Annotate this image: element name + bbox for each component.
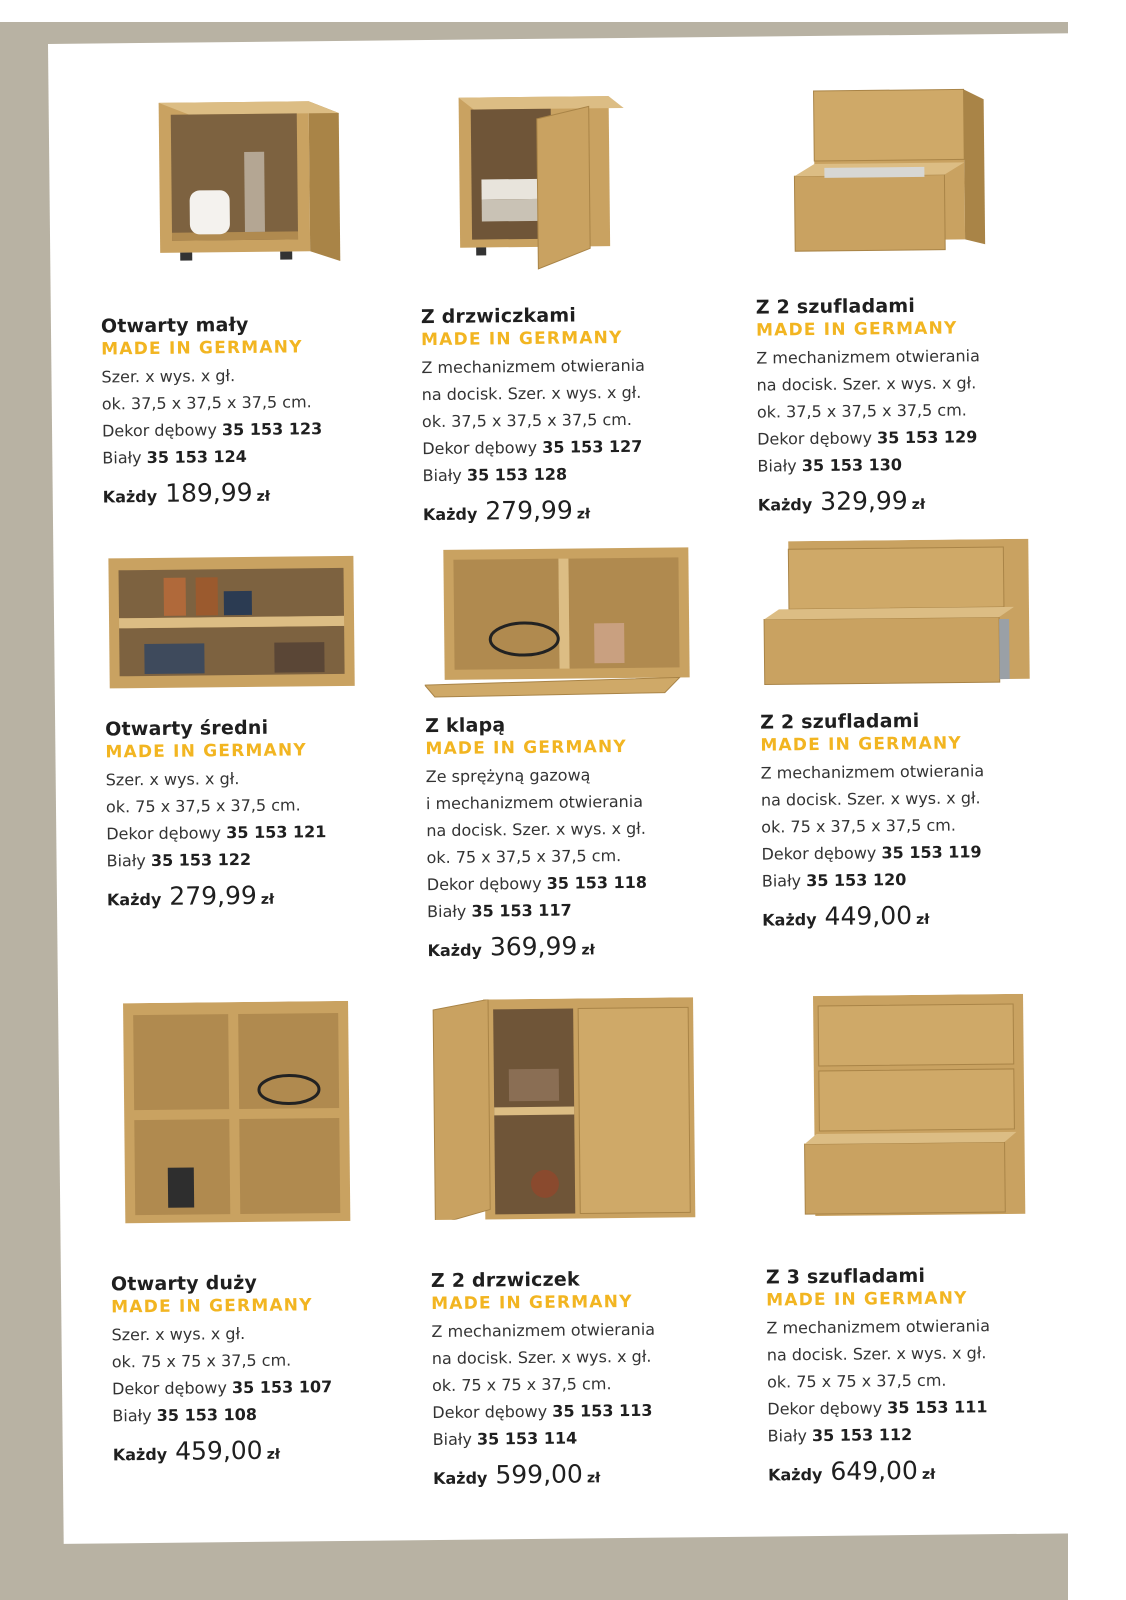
spec-line: ok. 75 x 75 x 37,5 cm. bbox=[766, 1370, 947, 1392]
made-in-label: MADE IN GERMANY bbox=[111, 1295, 313, 1318]
variant-oak bbox=[767, 1392, 1067, 1422]
each-label: Każdy bbox=[432, 1468, 488, 1489]
spec-line: ok. 75 x 75 x 37,5 cm. bbox=[111, 1350, 292, 1372]
variant-label: Dekor dębowy bbox=[106, 823, 222, 844]
made-in-label: MADE IN GERMANY bbox=[431, 1291, 633, 1315]
article-number: 35 153 119 bbox=[881, 842, 982, 863]
product-three-drawers[interactable] bbox=[763, 993, 1063, 1486]
each-label: Każdy bbox=[762, 909, 817, 930]
spec-line: ok. 37,5 x 37,5 x 37,5 cm. bbox=[101, 392, 312, 414]
product-title: Z 3 szufladami bbox=[765, 1264, 926, 1289]
spec-line: ok. 37,5 x 37,5 x 37,5 cm. bbox=[756, 400, 967, 422]
currency: zł bbox=[916, 911, 930, 928]
product-with-flap[interactable] bbox=[423, 542, 723, 962]
variant-label: Dekor dębowy bbox=[111, 1378, 227, 1399]
spec-line: Z mechanizmem otwierania bbox=[766, 1316, 991, 1338]
article-number: 35 153 122 bbox=[150, 849, 252, 870]
price: 459,00 bbox=[174, 1435, 263, 1466]
spec-line: Z mechanizmem otwierania bbox=[760, 761, 985, 783]
currency: zł bbox=[576, 506, 591, 523]
article-number: 35 153 123 bbox=[221, 419, 323, 440]
variant-white bbox=[767, 1419, 1067, 1449]
spec-line: i mechanizmem otwierania bbox=[425, 791, 644, 814]
product-image-open-large-four-compartments bbox=[108, 1000, 410, 1223]
variant-label: Dekor dębowy bbox=[426, 873, 542, 895]
spec-line: Szer. x wys. x gł. bbox=[105, 769, 240, 790]
spec-line: na docisk. Szer. x wys. x gł. bbox=[766, 1343, 987, 1365]
variant-label: Dekor dębowy bbox=[432, 1401, 548, 1423]
made-in-label: MADE IN GERMANY bbox=[425, 736, 627, 760]
made-in-label: MADE IN GERMANY bbox=[101, 337, 303, 360]
catalog-page bbox=[48, 33, 1100, 1544]
variant-white bbox=[102, 441, 402, 471]
each-label: Każdy bbox=[102, 486, 158, 507]
variant-label: Biały bbox=[112, 1405, 152, 1426]
currency: zł bbox=[260, 891, 275, 908]
article-number: 35 153 113 bbox=[552, 1400, 653, 1421]
product-image-chest-three-drawers bbox=[763, 993, 1065, 1216]
variant-oak bbox=[422, 432, 722, 462]
article-number: 35 153 114 bbox=[476, 1428, 578, 1449]
spec-line: na docisk. Szer. x wys. x gł. bbox=[760, 788, 981, 810]
variant-oak bbox=[757, 422, 1057, 452]
variant-label: Biały bbox=[432, 1429, 472, 1450]
price-row bbox=[103, 476, 403, 508]
currency: zł bbox=[581, 942, 595, 959]
product-title: Otwarty mały bbox=[100, 313, 249, 338]
price-row bbox=[107, 879, 407, 911]
spec-line: ok. 75 x 37,5 x 37,5 cm. bbox=[105, 795, 301, 817]
variant-oak bbox=[106, 817, 406, 847]
product-open-large[interactable] bbox=[108, 1000, 408, 1466]
spec-line: ok. 37,5 x 37,5 x 37,5 cm. bbox=[421, 409, 633, 432]
article-number: 35 153 111 bbox=[887, 1397, 988, 1418]
product-image-cabinet-two-doors bbox=[428, 997, 730, 1220]
price-row bbox=[768, 1454, 1068, 1486]
spec-line: Z mechanizmem otwierania bbox=[421, 355, 646, 378]
product-two-drawers-small[interactable] bbox=[753, 73, 1053, 516]
product-image-cube-with-door bbox=[418, 77, 720, 300]
product-title: Z drzwiczkami bbox=[420, 304, 577, 329]
article-number: 35 153 108 bbox=[156, 1404, 258, 1425]
variant-label: Biały bbox=[761, 871, 802, 891]
article-number: 35 153 127 bbox=[542, 436, 643, 457]
variant-oak bbox=[427, 868, 727, 898]
spec-line: na docisk. Szer. x wys. x gł. bbox=[431, 1346, 652, 1369]
price: 649,00 bbox=[830, 1455, 919, 1486]
product-two-drawers-wide[interactable] bbox=[758, 538, 1058, 931]
currency: zł bbox=[921, 1466, 936, 1483]
price: 599,00 bbox=[495, 1459, 584, 1490]
variant-white bbox=[427, 895, 727, 925]
each-label: Każdy bbox=[757, 495, 813, 515]
made-in-label: MADE IN GERMANY bbox=[105, 740, 307, 763]
variant-white bbox=[432, 1423, 732, 1453]
article-number: 35 153 130 bbox=[801, 455, 903, 476]
price: 449,00 bbox=[824, 901, 913, 931]
currency: zł bbox=[266, 1446, 281, 1463]
variant-label: Dekor dębowy bbox=[757, 428, 873, 449]
variant-white bbox=[762, 864, 1062, 894]
variant-white bbox=[757, 449, 1057, 479]
spec-line: na docisk. Szer. x wys. x gł. bbox=[756, 373, 977, 395]
spec-line: ok. 75 x 37,5 x 37,5 cm. bbox=[426, 846, 622, 868]
variant-label: Biały bbox=[102, 448, 142, 468]
article-number: 35 153 112 bbox=[811, 1425, 913, 1446]
product-title: Z 2 szufladami bbox=[755, 294, 916, 319]
price: 329,99 bbox=[820, 486, 908, 516]
product-title: Z klapą bbox=[425, 714, 506, 738]
product-title: Z 2 szufladami bbox=[760, 709, 920, 734]
product-image-cube-two-drawers bbox=[753, 73, 1055, 296]
variant-label: Biały bbox=[106, 851, 146, 871]
price-row bbox=[433, 1458, 733, 1490]
product-title: Otwarty duży bbox=[110, 1271, 258, 1296]
price: 279,99 bbox=[169, 880, 257, 911]
variant-white bbox=[106, 844, 406, 874]
article-number: 35 153 121 bbox=[226, 822, 327, 843]
variant-label: Dekor dębowy bbox=[422, 437, 538, 459]
made-in-label: MADE IN GERMANY bbox=[755, 318, 958, 341]
price: 279,99 bbox=[485, 495, 573, 526]
spec-line: ok. 75 x 75 x 37,5 cm. bbox=[431, 1374, 612, 1396]
currency: zł bbox=[256, 488, 271, 505]
made-in-label: MADE IN GERMANY bbox=[766, 1288, 968, 1311]
product-open-medium[interactable] bbox=[103, 545, 403, 911]
each-label: Każdy bbox=[112, 1444, 168, 1465]
variant-label: Dekor dębowy bbox=[101, 420, 217, 441]
article-number: 35 153 107 bbox=[231, 1377, 333, 1398]
price-row bbox=[762, 899, 1062, 931]
price-row bbox=[758, 484, 1058, 516]
price: 189,99 bbox=[164, 477, 253, 508]
article-number: 35 153 117 bbox=[471, 900, 572, 921]
price-row bbox=[113, 1434, 413, 1466]
spec-line: Z mechanizmem otwierania bbox=[431, 1319, 656, 1342]
product-title: Otwarty średni bbox=[105, 716, 269, 741]
spec-line: ok. 75 x 37,5 x 37,5 cm. bbox=[761, 815, 956, 837]
variant-white bbox=[422, 459, 722, 489]
variant-label: Dekor dębowy bbox=[767, 1398, 883, 1419]
spec-line: Z mechanizmem otwierania bbox=[756, 346, 980, 368]
made-in-label: MADE IN GERMANY bbox=[760, 733, 962, 756]
spec-line: na docisk. Szer. x wys. x gł. bbox=[421, 382, 642, 405]
each-label: Każdy bbox=[427, 940, 483, 961]
variant-label: Biały bbox=[757, 456, 797, 476]
article-number: 35 153 120 bbox=[806, 870, 907, 891]
each-label: Każdy bbox=[422, 504, 478, 525]
variant-label: Biały bbox=[427, 901, 467, 922]
product-with-door[interactable] bbox=[418, 77, 718, 526]
price-row bbox=[423, 494, 723, 526]
article-number: 35 153 118 bbox=[546, 872, 648, 893]
product-open-small[interactable] bbox=[98, 80, 398, 508]
article-number: 35 153 124 bbox=[146, 446, 247, 467]
spec-line: na docisk. Szer. x wys. x gł. bbox=[426, 818, 646, 841]
variant-oak bbox=[102, 414, 402, 444]
variant-oak bbox=[761, 837, 1061, 867]
each-label: Każdy bbox=[106, 889, 162, 910]
scan-border-top bbox=[0, 0, 1126, 22]
article-number: 35 153 128 bbox=[466, 464, 568, 485]
currency: zł bbox=[586, 1470, 601, 1487]
variant-white bbox=[112, 1399, 412, 1429]
spec-line: Ze sprężyną gazową bbox=[425, 765, 591, 787]
variant-oak bbox=[432, 1396, 732, 1426]
variant-label: Biały bbox=[422, 465, 462, 486]
variant-label: Dekor dębowy bbox=[761, 843, 877, 864]
product-image-open-small-cube bbox=[98, 80, 400, 303]
product-title: Z 2 drzwiczek bbox=[430, 1268, 580, 1293]
made-in-label: MADE IN GERMANY bbox=[421, 327, 623, 351]
each-label: Każdy bbox=[767, 1464, 823, 1485]
article-number: 35 153 129 bbox=[876, 427, 978, 448]
spec-line: Szer. x wys. x gł. bbox=[101, 366, 236, 387]
price-row bbox=[427, 930, 727, 962]
price: 369,99 bbox=[489, 931, 578, 962]
variant-oak bbox=[112, 1372, 412, 1402]
variant-label: Biały bbox=[767, 1426, 807, 1446]
currency: zł bbox=[911, 496, 926, 513]
spec-line: Szer. x wys. x gł. bbox=[111, 1324, 246, 1345]
product-two-doors[interactable] bbox=[428, 997, 728, 1490]
